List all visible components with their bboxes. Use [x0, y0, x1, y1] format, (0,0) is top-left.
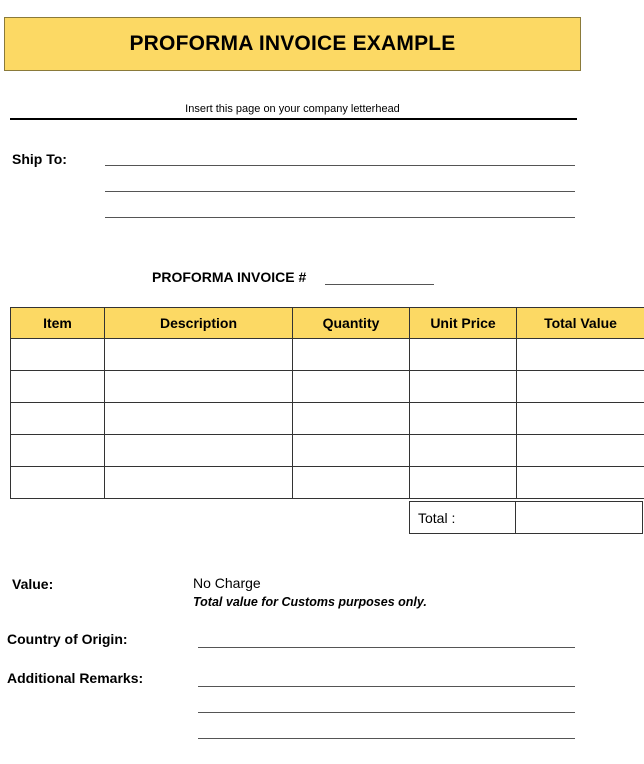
ship-to-label: Ship To: — [12, 151, 67, 167]
country-of-origin-line[interactable] — [198, 647, 575, 648]
letterhead-note: Insert this page on your company letterhead — [185, 103, 400, 115]
additional-remarks-label: Additional Remarks: — [7, 670, 144, 686]
table-row — [11, 467, 644, 499]
page-title: PROFORMA INVOICE EXAMPLE — [129, 32, 456, 55]
invoice-number-label: PROFORMA INVOICE # — [152, 269, 307, 285]
table-cell[interactable] — [105, 403, 293, 435]
table-cell[interactable] — [11, 403, 105, 435]
total-value-cell[interactable] — [516, 502, 643, 534]
ship-to-line-3[interactable] — [105, 217, 575, 218]
table-cell[interactable] — [293, 371, 410, 403]
table-cell[interactable] — [517, 403, 644, 435]
table-cell[interactable] — [293, 403, 410, 435]
table-cell[interactable] — [11, 339, 105, 371]
table-cell[interactable] — [105, 435, 293, 467]
table-cell[interactable] — [293, 339, 410, 371]
column-header-item: Item — [11, 308, 105, 339]
table-row — [11, 435, 644, 467]
additional-remarks-line-2[interactable] — [198, 712, 575, 713]
table-header-row — [11, 308, 644, 339]
total-label: Total : — [410, 502, 516, 534]
table-cell[interactable] — [105, 371, 293, 403]
table-cell[interactable] — [410, 339, 517, 371]
table-cell[interactable] — [517, 467, 644, 499]
table-cell[interactable] — [293, 435, 410, 467]
table-cell[interactable] — [410, 435, 517, 467]
table-row — [11, 339, 644, 371]
table-cell[interactable] — [410, 467, 517, 499]
value-text: No Charge — [193, 575, 261, 591]
header-divider — [10, 118, 577, 120]
table-cell[interactable] — [410, 371, 517, 403]
items-table — [10, 307, 644, 499]
invoice-number-line[interactable] — [325, 284, 434, 285]
title-banner — [4, 17, 581, 71]
total-row — [409, 501, 643, 534]
value-note: Total value for Customs purposes only. — [193, 595, 427, 609]
value-label: Value: — [12, 576, 54, 592]
table-cell[interactable] — [517, 435, 644, 467]
column-header-quantity: Quantity — [293, 308, 410, 339]
additional-remarks-line-3[interactable] — [198, 738, 575, 739]
country-of-origin-label: Country of Origin: — [7, 631, 128, 647]
ship-to-line-1[interactable] — [105, 165, 575, 166]
table-cell[interactable] — [11, 435, 105, 467]
table-cell[interactable] — [410, 403, 517, 435]
column-header-unit-price: Unit Price — [410, 308, 517, 339]
table-cell[interactable] — [11, 467, 105, 499]
table-cell[interactable] — [105, 467, 293, 499]
table-cell[interactable] — [517, 371, 644, 403]
table-cell[interactable] — [293, 467, 410, 499]
column-header-description: Description — [105, 308, 293, 339]
column-header-total-value: Total Value — [517, 308, 644, 339]
table-cell[interactable] — [105, 339, 293, 371]
table-cell[interactable] — [517, 339, 644, 371]
table-cell[interactable] — [11, 371, 105, 403]
table-row — [11, 403, 644, 435]
table-row — [11, 371, 644, 403]
additional-remarks-line-1[interactable] — [198, 686, 575, 687]
ship-to-line-2[interactable] — [105, 191, 575, 192]
